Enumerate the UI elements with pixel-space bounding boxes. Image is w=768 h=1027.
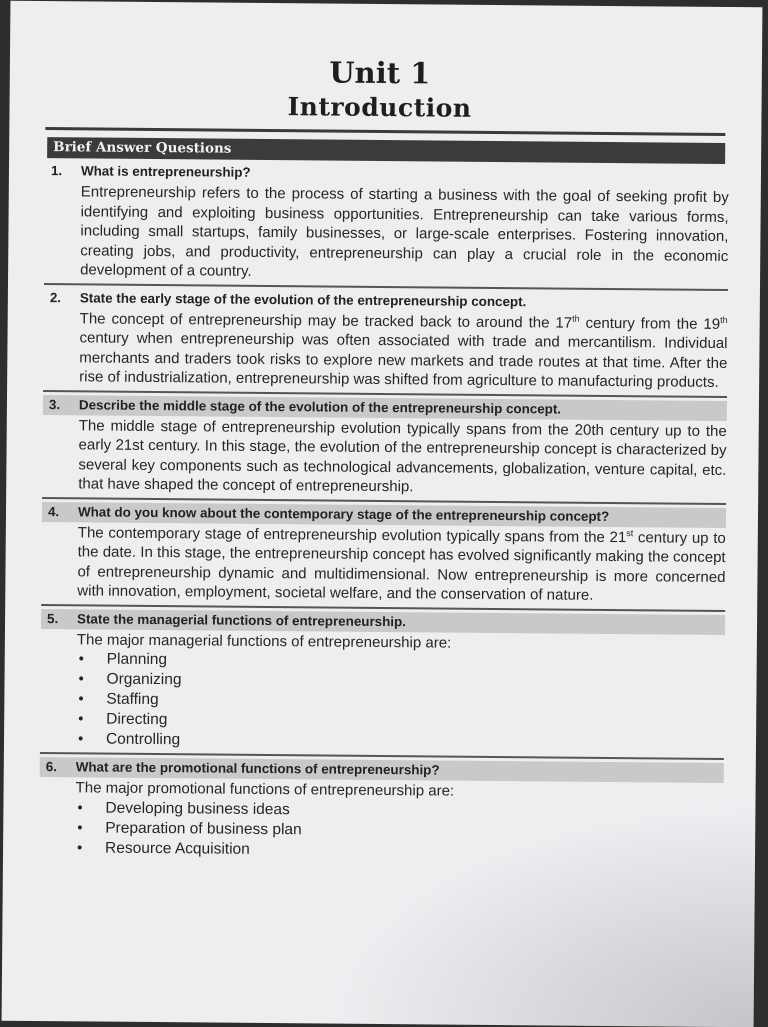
question-number: 1. [50,163,63,179]
list-item: • Developing business ideas [75,798,723,824]
question-number: 2. [49,289,62,305]
question-text: State the managerial functions of entrepreneurship. [77,610,407,629]
bullet-list [40,649,725,755]
answer-text: The major managerial functions of entrepreneurship are: [76,630,452,652]
answer-text: Entrepreneurship refers to the process of starting a business with the goal of seeking profit by identifying and exploiting business opportunities. Entrepreneurship can take various forms, including small startups, family businesses, or large-scale enterprises. Fostering innovation, creating jobs, and productivity, entrepreneurship can play a crucial role in the economic development of a country. [80,183,729,280]
unit-number: Unit 1 [329,55,431,91]
list-item: • Planning [77,649,725,675]
question-4 [41,502,726,607]
question-list [39,161,729,863]
answer-text: The major promotional functions of entrepreneurship are: [75,779,455,800]
question-1 [44,161,729,285]
chapter-title: Introduction [287,92,472,123]
question-5 [40,609,725,755]
textbook-page [2,1,763,1027]
title-rule [45,127,725,136]
question-text: What is entrepreneurship? [80,163,251,180]
question-number: 6. [45,759,58,775]
bullet-list [39,798,723,864]
question-text: State the early stage of the evolution of the entrepreneurship concept. [79,289,527,309]
list-item: • Organizing [76,669,724,695]
answer-text: The concept of entrepreneurship may be tracked back to around the 17th century from the 19th century when entrepreneurship was often associated with trade and mercantilism. Individual merchants and traders took risks to explore new markets and trade routes at that time. After the rise of industrialization, entrepreneurship was shifted from agriculture to manufacturing products. [79,309,728,391]
question-6 [39,757,724,863]
list-item: • Resource Acquisition [75,838,723,864]
question-3 [42,395,727,500]
question-2 [43,288,728,393]
list-item: • Staffing [76,689,724,715]
section-heading: Brief Answer Questions [47,137,725,164]
question-number: 3. [48,396,61,412]
question-text: Describe the middle stage of the evolution of the entrepreneurship concept. [78,396,562,417]
question-number: 4. [47,503,60,519]
list-item: • Directing [76,709,724,735]
answer-text: The middle stage of entrepreneurship evolution typically spans from the 20th century up to the early 21st century. In this stage, the evolution of the entrepreneurship concept is characterized by several key components such as technological advancements, globalization, venture capital, etc. that have shaped the concept of entrepreneurship. [78,416,727,496]
question-text: What are the promotional functions of entrepreneurship? [75,759,440,778]
question-text: What do you know about the contemporary stage of the entrepreneurship concept? [77,503,610,524]
question-number: 5. [47,610,59,626]
list-item: • Controlling [76,729,724,755]
list-item: • Preparation of business plan [75,818,723,844]
answer-text: The contemporary stage of entrepreneurship evolution typically spans from the 21st century up to the date. In this stage, the entrepreneurship concept has evolved significantly making the concept of entrepreneurship dynamic and multidimensional. Now entrepreneurship is more concerned with innovation, employment, societal welfare, and the conservation of nature. [77,523,726,604]
